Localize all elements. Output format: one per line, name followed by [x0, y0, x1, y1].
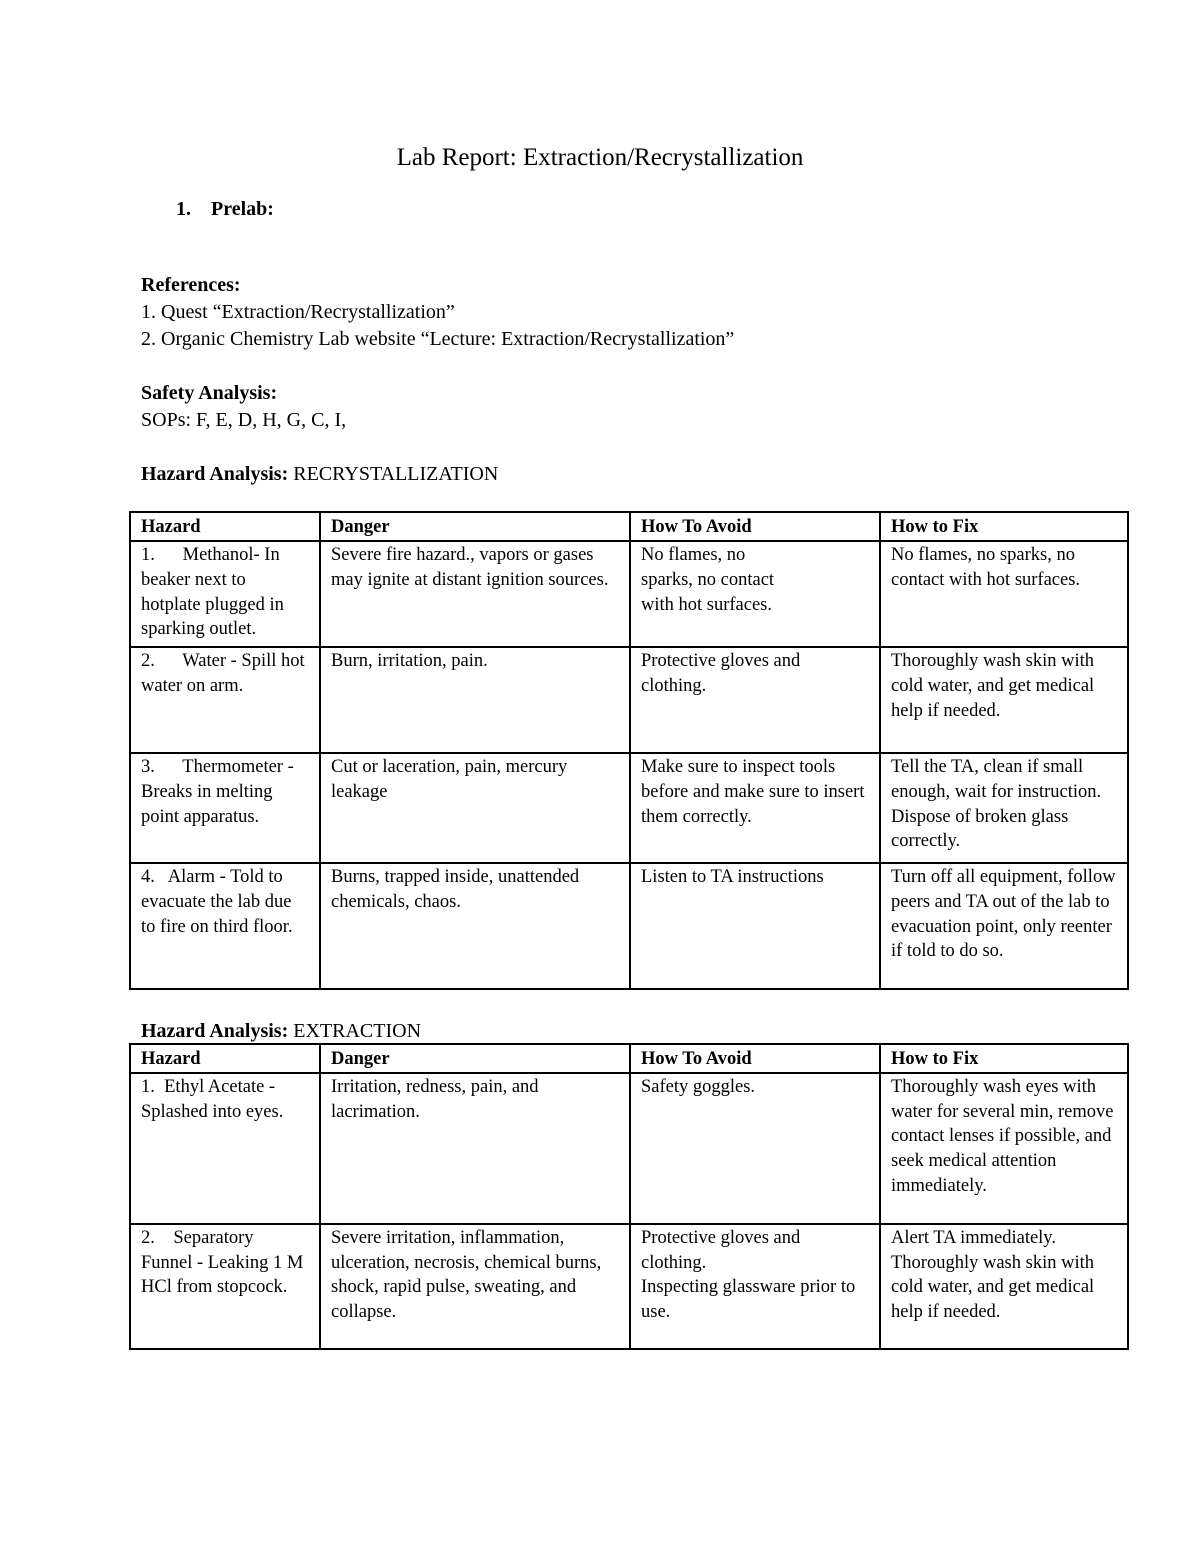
danger-cell: Burn, irritation, pain.	[320, 647, 630, 753]
avoid-line: No flames, no	[641, 545, 746, 565]
danger-cell: Severe irritation, inflammation, ulceration, necrosis, chemical burns, shock, rapid pulse, sweating, and collapse.	[320, 1224, 630, 1349]
table-row	[130, 863, 1128, 989]
fix-cell: Turn off all equipment, follow peers and TA out of the lab to evacuation point, only reenter if told to do so.	[880, 863, 1128, 989]
fix-cell: No flames, no sparks, no contact with hot surfaces.	[880, 541, 1128, 647]
avoid-line: sparks, no contact	[641, 569, 775, 590]
hazard-cell: 2. Separatory Funnel - Leaking 1 M HCl from stopcock.	[130, 1224, 320, 1349]
avoid-line: Protective gloves and clothing.	[641, 1227, 801, 1273]
table-row	[130, 1073, 1128, 1224]
danger-cell: Severe fire hazard., vapors or gases may ignite at distant ignition sources.	[320, 541, 630, 647]
danger-cell: Burns, trapped inside, unattended chemicals, chaos.	[320, 863, 630, 989]
avoid-cell	[630, 1073, 880, 1224]
fix-cell	[880, 1073, 1128, 1224]
avoid-cell	[630, 541, 880, 647]
hazard-cell: 4. Alarm - Told to evacuate the lab due to fire on third floor.	[130, 863, 320, 989]
column-header-how-to-fix: How to Fix	[880, 512, 1128, 541]
danger-cell: Cut or laceration, pain, mercury leakage	[320, 753, 630, 863]
references-heading: References:	[141, 274, 241, 296]
prelab-heading	[176, 197, 274, 221]
fix-line: Alert TA immediately.	[891, 1227, 1056, 1248]
references-section	[141, 272, 734, 353]
avoid-line: Make sure to inspect tools before and make sure to insert them correctly.	[641, 757, 865, 827]
avoid-cell	[630, 753, 880, 863]
avoid-cell	[630, 863, 880, 989]
column-header-how-to-avoid: How To Avoid	[630, 512, 880, 541]
avoid-line: Listen to TA instructions	[641, 867, 824, 887]
reference-item: 1. Quest “Extraction/Recrystallization”	[141, 301, 455, 323]
recrystallization-heading	[141, 461, 498, 488]
recrystallization-heading-label: Hazard Analysis:	[141, 463, 289, 485]
prelab-label: Prelab:	[211, 198, 274, 220]
table-header-row	[130, 1044, 1128, 1073]
extraction-heading	[141, 1018, 421, 1045]
extraction-heading-label: Hazard Analysis:	[141, 1020, 289, 1042]
reference-item: 2. Organic Chemistry Lab website “Lecture: Extraction/Recrystallization”	[141, 328, 735, 350]
hazard-cell: 3. Thermometer - Breaks in melting point apparatus.	[130, 753, 320, 863]
hazard-cell: 1. Methanol- In beaker next to hotplate plugged in sparking outlet.	[130, 541, 320, 647]
avoid-line: Inspecting glassware prior to use.	[641, 1277, 856, 1323]
avoid-line: Safety goggles.	[641, 1076, 756, 1097]
fix-line: Thoroughly wash skin with cold water, and get medical help if needed.	[891, 1252, 1095, 1323]
avoid-cell	[630, 1224, 880, 1349]
avoid-line: Protective gloves and clothing.	[641, 651, 801, 696]
avoid-cell	[630, 647, 880, 753]
safety-section	[141, 380, 346, 434]
danger-cell: Irritation, redness, pain, and lacrimation.	[320, 1073, 630, 1224]
column-header-how-to-fix: How to Fix	[880, 1044, 1128, 1073]
table-row	[130, 541, 1128, 647]
safety-heading: Safety Analysis:	[141, 382, 278, 404]
column-header-hazard: Hazard	[130, 1044, 320, 1073]
fix-line: Thoroughly wash eyes with water for several min, remove contact lenses if possible, and seek medical attention immediately.	[891, 1076, 1114, 1196]
fix-cell	[880, 1224, 1128, 1349]
hazard-cell: 2. Water - Spill hot water on arm.	[130, 647, 320, 753]
column-header-danger: Danger	[320, 1044, 630, 1073]
prelab-number: 1.	[176, 198, 191, 220]
table-row	[130, 1224, 1128, 1349]
recrystallization-hazard-table	[129, 511, 1129, 990]
recrystallization-heading-topic: RECRYSTALLIZATION	[288, 463, 499, 485]
column-header-hazard: Hazard	[130, 512, 320, 541]
table-header-row	[130, 512, 1128, 541]
extraction-heading-topic: EXTRACTION	[288, 1020, 422, 1042]
sops-list: SOPs: F, E, D, H, G, C, I,	[141, 409, 347, 431]
hazard-cell: 1. Ethyl Acetate - Splashed into eyes.	[130, 1073, 320, 1224]
avoid-line: with hot surfaces.	[641, 594, 773, 615]
fix-cell: Thoroughly wash skin with cold water, and get medical help if needed.	[880, 647, 1128, 753]
document-title: Lab Report: Extraction/Recrystallization	[396, 144, 804, 171]
fix-cell: Tell the TA, clean if small enough, wait for instruction. Dispose of broken glass correctly.	[880, 753, 1128, 863]
column-header-how-to-avoid: How To Avoid	[630, 1044, 880, 1073]
column-header-danger: Danger	[320, 512, 630, 541]
table-row	[130, 647, 1128, 753]
extraction-hazard-table	[129, 1043, 1129, 1350]
table-row	[130, 753, 1128, 863]
